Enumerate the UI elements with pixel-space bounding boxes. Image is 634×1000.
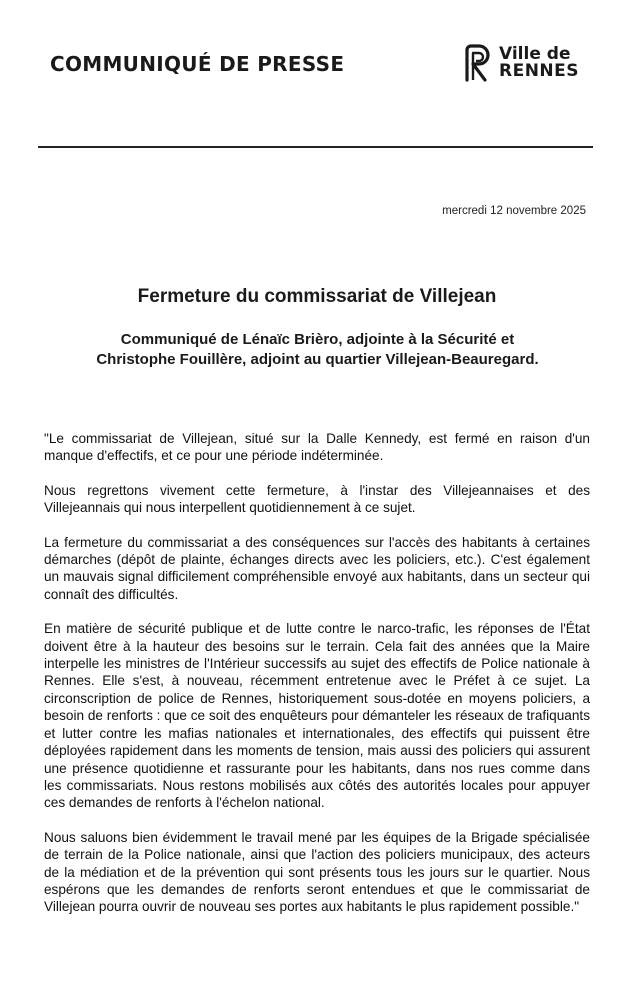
paragraph: "Le commissariat de Villejean, situé sur la Dalle Kennedy, est fermé en raison d'un manque d'effectifs, et ce pour une période indéterminée.	[44, 431, 590, 464]
subtitle-line: Communiqué de Lénaïc Brièro, adjointe à la Sécurité et	[120, 331, 515, 348]
paragraph: En matière de sécurité publique et de lutte contre le narco-trafic, les réponses de l'État doivent être à la hauteur des besoins sur le terrain. Cela fait des années que la Maire interpelle les ministres de l'Intérieur successifs au sujet des effectifs de Police nationale à Rennes. Elle s'est, à nouveau, récemment entretenue avec le Préfet à ce sujet. La circonscription de police de Rennes, historiquement sous-dotée en moyens policiers, a besoin de renforts : que ce soit des enquêteurs pour démanteler les réseaux de trafiquants et lutter contre les mafias nationales et internationales, des effectifs qui puissent être déployées rapidement dans les moments de tension, mais aussi des policiers qui assurent une présence quotidienne et rassurante pour les habitants, dans nos rues comme dans les commissariats. Nous restons mobilisés aux côtés des autorités locales pour appuyer ces demandes de renforts à l'échelon national.	[44, 621, 590, 811]
release-date: mercredi 12 novembre 2025	[442, 205, 586, 217]
document-title: Fermeture du commissariat de Villejean	[137, 286, 497, 307]
logo-text-rennes: RENNES	[499, 61, 580, 81]
ville-de-rennes-logo	[463, 44, 579, 82]
document-subtitle	[40, 330, 595, 370]
header-divider	[38, 146, 593, 148]
paragraph: Nous saluons bien évidemment le travail mené par les équipes de la Brigade spécialisée de terrain de la Police nationale, ainsi que l'action des policiers municipaux, des acteurs de la médiation et de la prévention qui sont présents tous les jours sur le quartier. Nous espérons que les demandes de renforts seront entendues et que le commissariat de Villejean pourra ouvrir de nouveau ses portes aux habitants le plus rapidement possible."	[44, 829, 590, 915]
press-release-heading: COMMUNIQUÉ DE PRESSE	[50, 52, 345, 76]
body-text	[44, 430, 590, 933]
rennes-r-logo-icon	[463, 44, 493, 82]
logo-text-ville-de: Ville de	[499, 44, 571, 64]
paragraph: La fermeture du commissariat a des conséquences sur l'accès des habitants à certaines démarches (dépôt de plainte, échanges directs avec les policiers, etc.). C'est également un mauvais signal difficilement compréhensible envoyé aux habitants, dans un secteur qui connaît des difficultés.	[44, 534, 590, 602]
paragraph: Nous regrettons vivement cette fermeture, à l'instar des Villejeannaises et des Villejeannais qui nous interpellent quotidiennement à ce sujet.	[44, 482, 590, 516]
subtitle-line: Christophe Fouillère, adjoint au quartier Villejean-Beauregard.	[96, 351, 539, 368]
